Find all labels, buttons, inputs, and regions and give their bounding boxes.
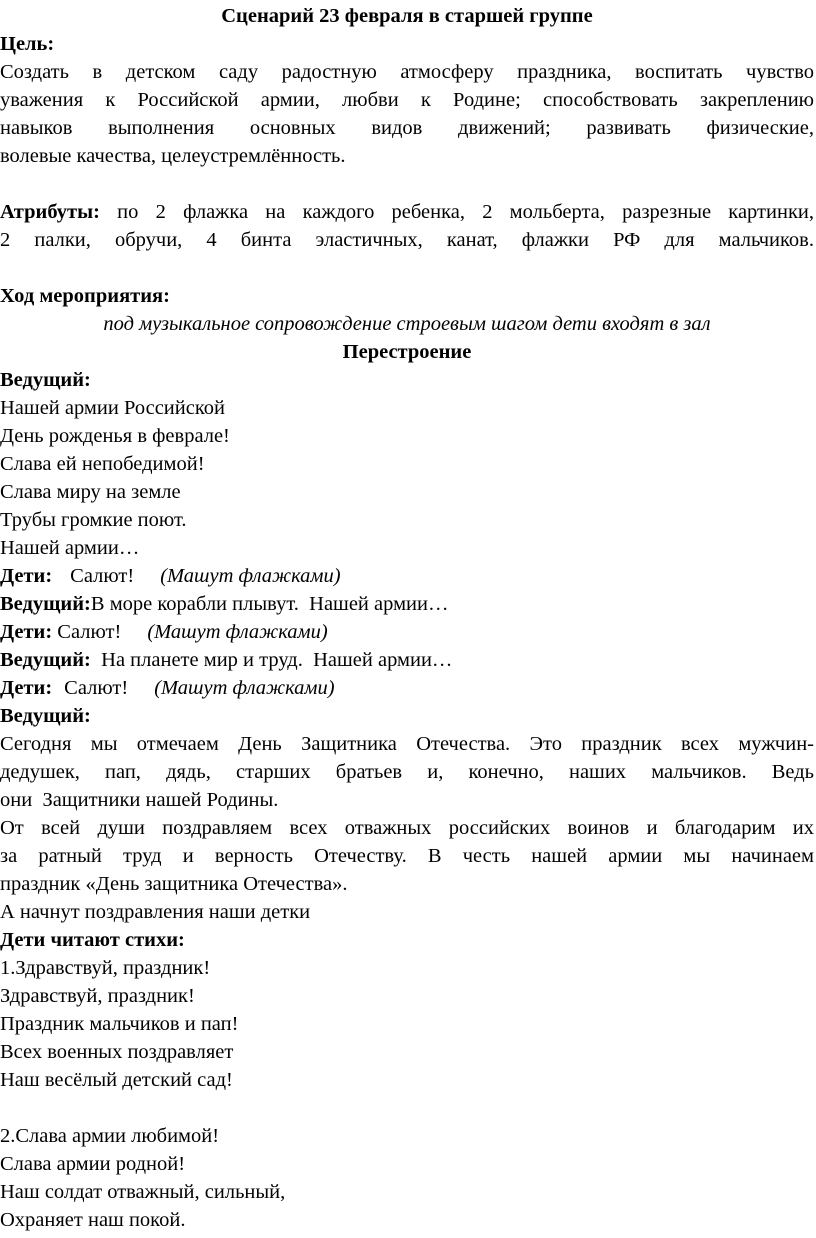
verse-line: Охраняет наш покой. (0, 1209, 186, 1231)
children-label: Дети: (0, 621, 53, 643)
stage-action: (Машут флажками) (154, 677, 335, 699)
stage-direction: под музыкальное сопровождение строевым шагом дети входят в зал (103, 313, 711, 335)
host-line (0, 646, 814, 674)
goal-line: волевые качества, целеустремлённость. (0, 145, 346, 167)
goal-line: уважения к Российской армии, любви к Родине; способствовать закреплению (0, 89, 814, 111)
poem-line: Слава миру на земле (0, 481, 181, 503)
host-reply: На планете мир и труд. Нашей армии… (90, 649, 453, 671)
children-reply: Салют! (70, 565, 135, 587)
poem-line: Нашей армии… (0, 537, 140, 559)
stage-action: (Машут флажками) (160, 565, 341, 587)
speech-line: А начнут поздравления наши детки (0, 901, 311, 923)
host-label: Ведущий: (0, 593, 91, 615)
goal-label: Цель: (0, 33, 55, 55)
children-reply: Салют! (52, 621, 122, 643)
speech-line: Сегодня мы отмечаем День Защитника Отечества. Это праздник всех мужчин- (0, 733, 814, 755)
goal-line: Создать в детском саду радостную атмосферу праздника, воспитать чувство (0, 61, 814, 83)
host-label: Ведущий: (0, 705, 91, 727)
host-reply: В море корабли плывут. Нашей армии… (90, 593, 449, 615)
children-reply: Салют! (64, 677, 129, 699)
attributes-line: 2 палки, обручи, 4 бинта эластичных, канат, флажки РФ для мальчиков. (0, 229, 814, 251)
verse-line: Здравствуй, праздник! (0, 985, 195, 1007)
speech-line: От всей души поздравляем всех отважных российских воинов и благодарим их (0, 817, 814, 839)
children-line (0, 618, 814, 646)
verse-line: Наш солдат отважный, сильный, (0, 1181, 286, 1203)
goal-line: навыков выполнения основных видов движений; развивать физические, (0, 117, 814, 139)
children-label: Дети: (0, 677, 53, 699)
verse-line: Наш весёлый детский сад! (0, 1069, 233, 1091)
children-label: Дети: (0, 565, 53, 587)
event-heading: Ход мероприятия: (0, 285, 170, 307)
children-line (0, 562, 814, 590)
poem-line: Слава ей непобедимой! (0, 453, 205, 475)
section-subheading: Перестроение (342, 341, 472, 363)
verses-heading: Дети читают стихи: (0, 929, 185, 951)
speech-line: они Защитники нашей Родины. (0, 789, 279, 811)
speech-line: дедушек, пап, дядь, старших братьев и, конечно, наших мальчиков. Ведь (0, 761, 814, 783)
poem-line: День рожденья в феврале! (0, 425, 230, 447)
document-title: Сценарий 23 февраля в старшей группе (221, 5, 593, 27)
children-line (0, 674, 814, 702)
host-label: Ведущий: (0, 649, 91, 671)
attributes-label: Атрибуты: (0, 201, 100, 223)
poem-line: Нашей армии Российской (0, 397, 225, 419)
attributes-text: по 2 флажка на каждого ребенка, 2 мольберта, разрезные картинки, (99, 201, 814, 223)
speech-line: за ратный труд и верность Отечеству. В честь нашей армии мы начинаем (0, 845, 814, 867)
attributes-line (0, 198, 814, 226)
verse-line: Слава армии родной! (0, 1153, 186, 1175)
speech-line: праздник «День защитника Отечества». (0, 873, 348, 895)
verse-line: Всех военных поздравляет (0, 1041, 234, 1063)
verse-line: 1.Здравствуй, праздник! (0, 957, 211, 979)
poem-line: Трубы громкие поют. (0, 509, 187, 531)
host-line (0, 590, 814, 618)
verse-line: Праздник мальчиков и пап! (0, 1013, 239, 1035)
host-label: Ведущий: (0, 369, 91, 391)
verse-line: 2.Слава армии любимой! (0, 1125, 220, 1147)
stage-action: (Машут флажками) (147, 621, 328, 643)
